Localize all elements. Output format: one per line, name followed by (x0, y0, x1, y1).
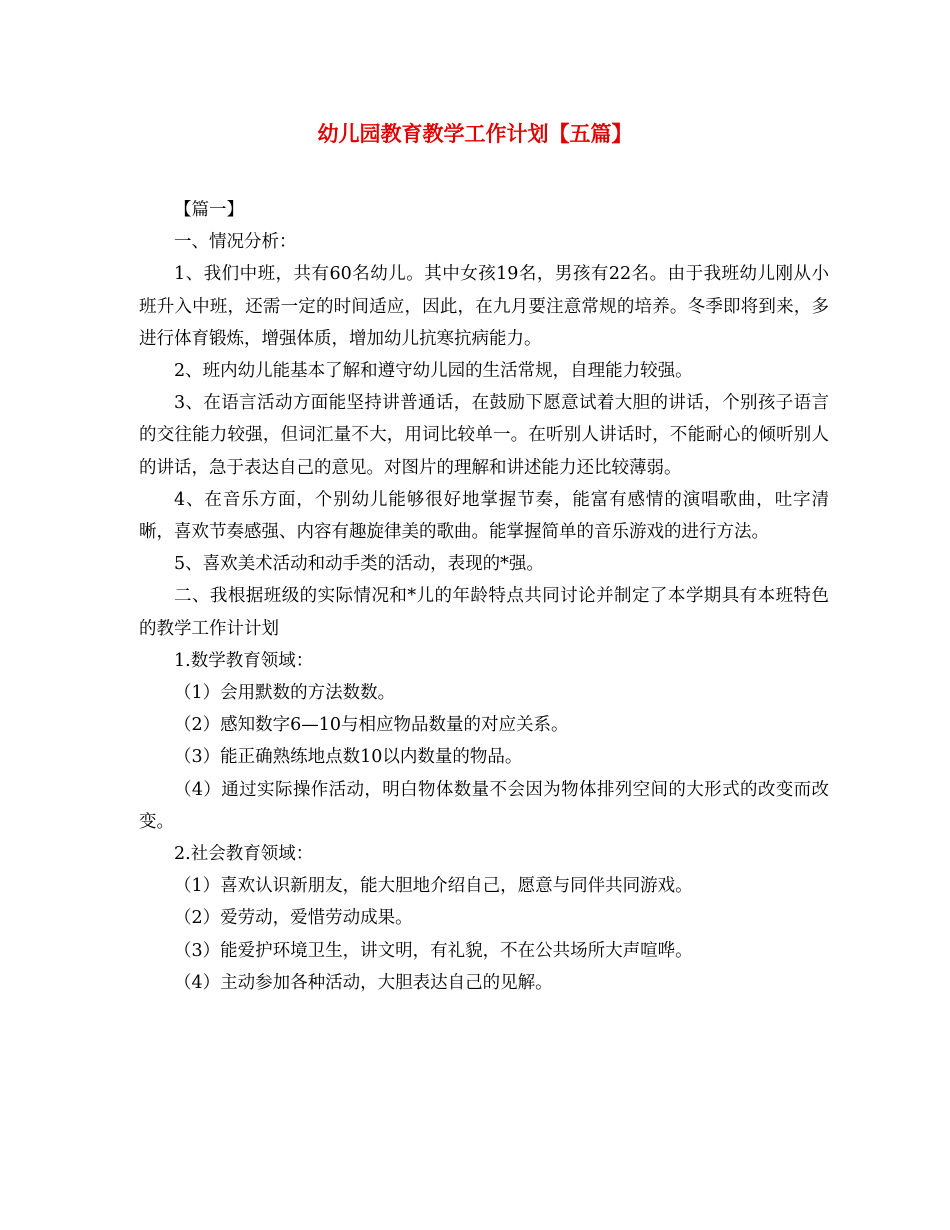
analysis-paragraph-2: 2、班内幼儿能基本了解和遵守幼儿园的生活常规，自理能力较强。 (174, 361, 693, 382)
analysis-paragraph-3: 3、在语言活动方面能坚持讲普通话，在鼓励下愿意试着大胆的讲话，个别孩子语言的交往能力较强，但词汇量不大，用词比较单一。在听别人讲话时，不能耐心的倾听别人的讲话，急于表达自己的意见。对图片的理解和讲述能力还比较薄弱。 (139, 393, 829, 478)
math-item-1: （1）会用默数的方法数数。 (174, 683, 396, 704)
math-domain-heading: 1.数学教育领域： (174, 650, 314, 671)
section-label: 【篇一】 (174, 200, 244, 220)
analysis-paragraph-5: 5、喜欢美术活动和动手类的活动，表现的*强。 (174, 554, 544, 575)
social-item-2: （2）爱劳动，爱惜劳动成果。 (174, 908, 413, 929)
math-item-3: （3）能正确熟练地点数10以内数量的物品。 (174, 747, 523, 768)
social-item-3: （3）能爱护环境卫生，讲文明，有礼貌，不在公共场所大声喧哗。 (174, 940, 693, 961)
math-item-2: （2）感知数字6—10与相应物品数量的对应关系。 (174, 715, 569, 736)
math-item-4: （4）通过实际操作活动，明白物体数量不会因为物体排列空间的大形式的改变而改变。 (139, 779, 829, 832)
document-body (139, 194, 829, 999)
social-item-4: （4）主动参加各种活动，大胆表达自己的见解。 (174, 972, 553, 993)
heading-plan: 二、我根据班级的实际情况和*儿的年龄特点共同讨论并制定了本学期具有本班特色的教学工作计计划 (139, 586, 829, 639)
analysis-paragraph-4: 4、在音乐方面，个别幼儿能够很好地掌握节奏，能富有感情的演唱歌曲，吐字清晰，喜欢节奏感强、内容有趣旋律美的歌曲。能掌握简单的音乐游戏的进行方法。 (139, 489, 829, 543)
document-title: 幼儿园教育教学工作计划【五篇】 (317, 121, 633, 146)
social-domain-heading: 2.社会教育领域： (174, 844, 314, 865)
social-item-1: （1）喜欢认识新朋友，能大胆地介绍自己，愿意与同伴共同游戏。 (174, 876, 693, 897)
analysis-paragraph-1: 1、我们中班，共有60名幼儿。其中女孩19名，男孩有22名。由于我班幼儿刚从小班升入中班，还需一定的时间适应，因此，在九月要注意常规的培养。冬季即将到来，多进行体育锻炼，增强体质，增加幼儿抗寒抗病能力。 (139, 264, 829, 349)
heading-situation-analysis: 一、情况分析： (174, 232, 297, 253)
